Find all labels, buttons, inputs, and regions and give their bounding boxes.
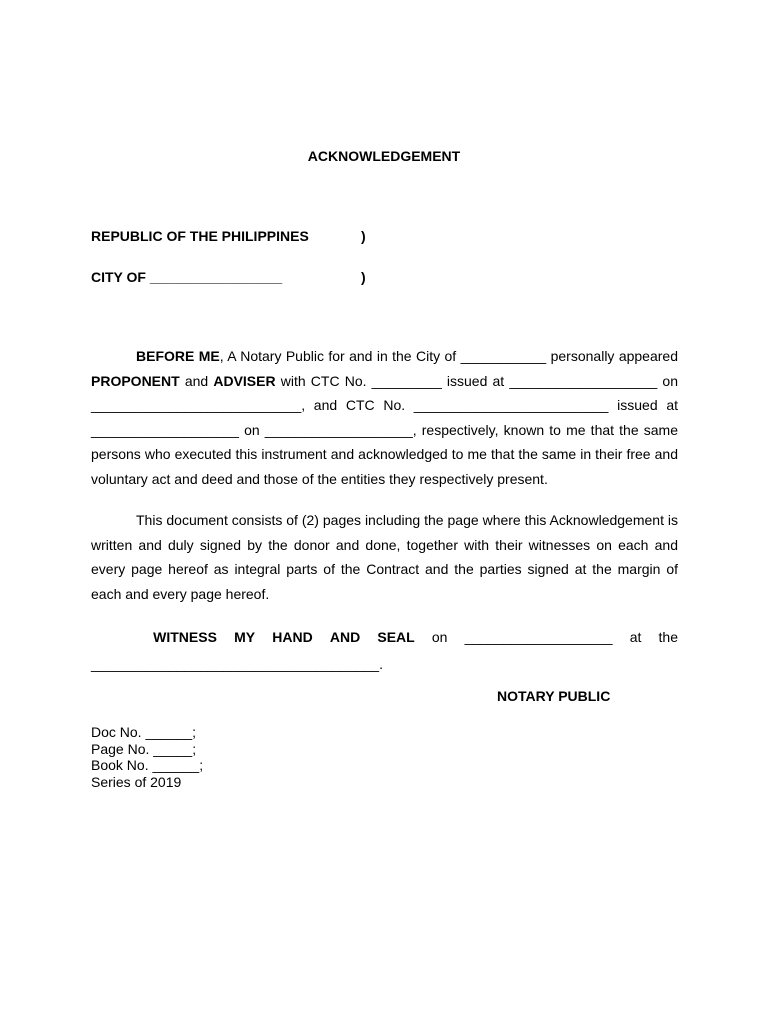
book-no: Book No. ______; <box>91 757 204 773</box>
witness-date-blank: ___________________ <box>464 629 613 645</box>
paragraph1-text-1: , A Notary Public for and in the City of ___________ personally appeared <box>219 348 678 364</box>
paragraph2-text: This document consists of (2) pages including the page where this Acknowledgement is written and duly signed by the donor and done, together with their witnesses on each and every page hereof as integral parts of the Contract and the parties signed at the margin of each and every page hereof. <box>91 512 678 602</box>
witness-line-2: _____________________________________. <box>91 656 383 672</box>
acknowledgement-paragraph <box>91 344 678 492</box>
doc-no: Doc No. ______; <box>91 724 197 740</box>
witness-clause <box>91 624 678 678</box>
witness-word: WITNESS <box>153 629 217 645</box>
before-me-label: BEFORE ME <box>136 348 220 364</box>
witness-on: on <box>431 629 448 645</box>
document-title: ACKNOWLEDGEMENT <box>307 148 461 164</box>
notary-public-label: NOTARY PUBLIC <box>497 688 611 704</box>
adviser-label: ADVISER <box>213 372 276 389</box>
witness-word: HAND <box>272 629 313 645</box>
witness-word: SEAL <box>377 629 415 645</box>
paragraph1-text-2: and <box>179 372 214 389</box>
venue-paren-2: ) <box>361 269 366 285</box>
witness-the: the <box>658 629 678 645</box>
witness-word: MY <box>234 629 256 645</box>
page-no: Page No. _____; <box>91 740 197 757</box>
pages-paragraph <box>91 508 678 606</box>
proponent-label: PROPONENT <box>91 372 180 389</box>
notarial-register <box>91 724 203 790</box>
witness-at: at <box>629 629 642 645</box>
paragraph1-text-3: with CTC No. _________ issued at ___________________ on ___________________________, and CTC No. _________________________ issued at ___________________ on ___________________, respectively, known to me that the same persons who executed this instrument and acknowledged to me that the same in their free and voluntary act and deed and those of the entities they respectively present. <box>91 372 678 487</box>
venue-city: CITY OF _________________ <box>91 269 283 285</box>
witness-word: AND <box>329 629 361 645</box>
venue-republic: REPUBLIC OF THE PHILIPPINES <box>91 228 309 244</box>
witness-line-1 <box>91 624 678 651</box>
venue-paren-1: ) <box>361 228 366 244</box>
series-year: Series of 2019 <box>91 773 182 790</box>
